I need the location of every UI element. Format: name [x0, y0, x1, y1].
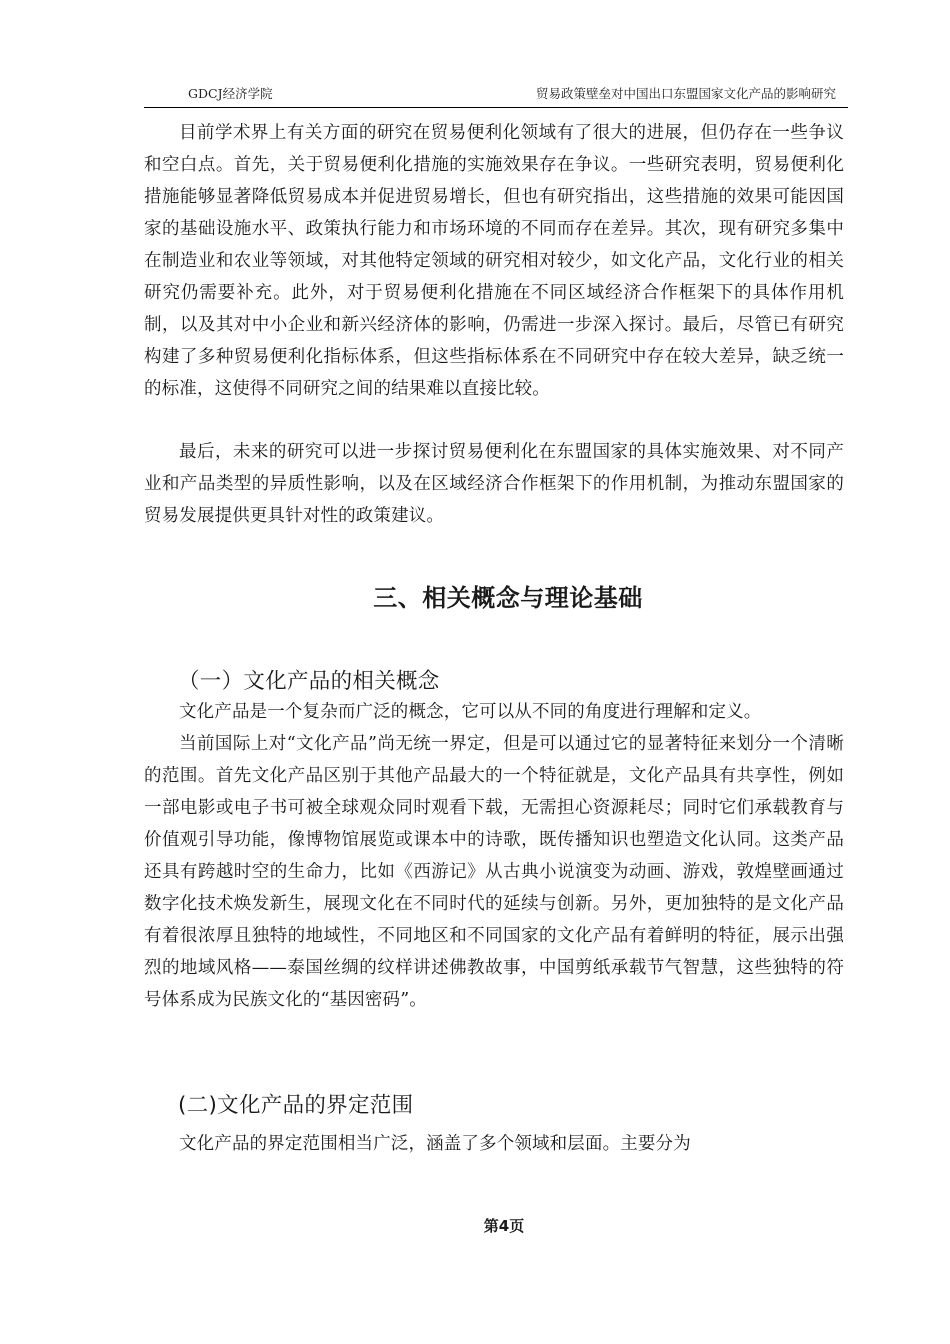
body-paragraph: 文化产品是一个复杂而广泛的概念，它可以从不同的角度进行理解和定义。 [179, 702, 762, 722]
body-paragraph: 文化产品的界定范围相当广泛，涵盖了多个领域和层面。主要分为 [179, 1134, 691, 1154]
section-heading: (二)文化产品的界定范围 [178, 1093, 414, 1118]
body-paragraph: 最后，未来的研究可以进一步探讨贸易便利化在东盟国家的具体实施效果、对不同产业和产品类型的异质性影响，以及在区域经济合作框架下的作用机制，为推动东盟国家的贸易发展提供更具针对性的政策建议。 [144, 442, 844, 526]
header-divider [144, 107, 848, 108]
page-number: 第4页 [483, 1217, 525, 1235]
header-institution: GDCJ经济学院 [188, 86, 273, 101]
body-paragraph: 目前学术界上有关方面的研究在贸易便利化领域有了很大的进展，但仍存在一些争议和空白点。首先，关于贸易便利化措施的实施效果存在争议。一些研究表明，贸易便利化措施能够显著降低贸易成本并促进贸易增长，但也有研究指出，这些措施的效果可能因国家的基础设施水平、政策执行能力和市场环境的不同而存在差异。其次，现有研究多集中在制造业和农业等领域，对其他特定领域的研究相对较少，如文化产品，文化行业的相关研究仍需要补充。此外，对于贸易便利化措施在不同区域经济合作框架下的具体作用机制，以及其对中小企业和新兴经济体的影响，仍需进一步深入探讨。最后，尽管已有研究构建了多种贸易便利化指标体系，但这些指标体系在不同研究中存在较大差异，缺乏统一的标准，这使得不同研究之间的结果难以直接比较。 [144, 123, 844, 399]
page-header [188, 84, 836, 104]
chapter-title: 三、相关概念与理论基础 [373, 584, 643, 612]
header-thesis-title: 贸易政策壁垒对中国出口东盟国家文化产品的影响研究 [535, 86, 836, 101]
body-paragraph: 当前国际上对“文化产品”尚无统一界定，但是可以通过它的显著特征来划分一个清晰的范围。首先文化产品区别于其他产品最大的一个特征就是，文化产品具有共享性，例如一部电影或电子书可被全球观众同时观看下载，无需担心资源耗尽；同时它们承载教育与价值观引导功能，像博物馆展览或课本中的诗歌，既传播知识也塑造文化认同。这类产品还具有跨越时空的生命力，比如《西游记》从古典小说演变为动画、游戏，敦煌壁画通过数字化技术焕发新生，展现文化在不同时代的延续与创新。另外，更加独特的是文化产品有着很浓厚且独特的地域性，不同地区和不同国家的文化产品有着鲜明的特征，展示出强烈的地域风格——泰国丝绸的纹样讲述佛教故事，中国剪纸承载节气智慧，这些独特的符号体系成为民族文化的“基因密码”。 [144, 734, 844, 1010]
section-heading: （一）文化产品的相关概念 [178, 669, 440, 694]
